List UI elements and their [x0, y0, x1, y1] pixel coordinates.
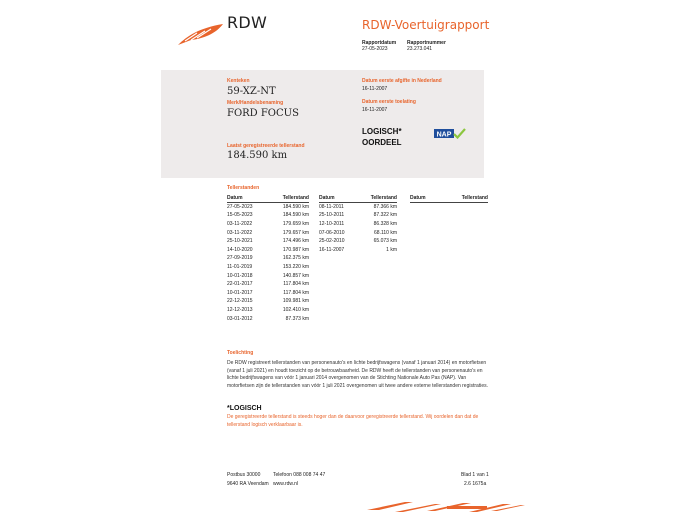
reading-date: 25-10-2021	[227, 238, 253, 245]
col-date-header: Datum	[227, 195, 267, 202]
table-row	[227, 263, 309, 272]
verdict-line1: LOGISCH*	[362, 127, 402, 136]
reading-date: 22-01-2017	[227, 281, 253, 288]
footer-city: 9640 RA Veendam	[227, 481, 269, 487]
reading-odometer: 87.322 km	[373, 212, 397, 219]
reading-odometer: 179.659 km	[282, 220, 309, 227]
report-number-value: 23.273.041	[407, 46, 433, 52]
plate-label: Kenteken	[227, 78, 250, 84]
reading-date: 22-12-2015	[227, 298, 253, 305]
first-nl-label: Datum eerste afgifte in Nederland	[362, 78, 442, 84]
table-row	[319, 245, 397, 254]
table-row	[227, 228, 309, 237]
reading-odometer: 140.857 km	[282, 272, 309, 279]
reading-date: 10-01-2017	[227, 289, 253, 296]
reading-odometer: 153.220 km	[282, 263, 309, 270]
readings-table-1	[227, 195, 309, 323]
decorative-stripes-icon	[365, 498, 525, 514]
table-row	[227, 306, 309, 315]
summary-panel	[161, 70, 484, 178]
reading-odometer: 184.590 km	[282, 203, 309, 210]
reading-date: 03-11-2022	[227, 220, 253, 227]
table-row	[227, 271, 309, 280]
table-row	[227, 280, 309, 289]
reading-odometer: 109.981 km	[282, 298, 309, 305]
table-row	[227, 245, 309, 254]
logical-body: De geregistreerde tellerstand is steeds hoger dan de daarvoor geregistreerde tellerstand. Wij oordelen dan dat de tellerstand logisch verklaarbaar is.	[227, 414, 479, 428]
reading-odometer: 170.987 km	[282, 246, 309, 253]
reading-odometer: 86.328 km	[373, 220, 397, 227]
make-label: Merk/Handelsbenaming	[227, 100, 284, 106]
reading-date: 27-05-2023	[227, 203, 253, 210]
explanation-body: De RDW registreert tellerstanden van personenauto's en lichte bedrijfswagens (vanaf 1 januari 2014) en motorfietsen (vanaf 1 juli 2021) en houdt toezicht op de betrouwbaarheid. De RDW heeft de tellerstanden van personenauto's en lichte bedrijfswagens van vóór 1 januari 2014 overgenomen van de Stichting Nationale Auto Pas (NAP). Van motorfietsen zijn de tellerstanden van vóór 1 juli 2021 overgenomen uit twee andere externe tellerstanden registraties.	[227, 360, 488, 389]
nap-logo	[434, 126, 466, 137]
table-row	[227, 220, 309, 229]
feather-icon	[177, 20, 225, 46]
reading-odometer: 68.110 km	[374, 229, 397, 236]
svg-text:NAP: NAP	[436, 131, 452, 139]
col-date-header: Datum	[410, 195, 439, 202]
verdict-line2: OORDEEL	[362, 138, 402, 147]
logical-title: *LOGISCH	[227, 405, 262, 412]
table-row	[227, 254, 309, 263]
report-date-value: 27-05-2023	[362, 46, 388, 52]
report-date-label: Rapportdatum	[362, 40, 397, 46]
table-row	[227, 288, 309, 297]
reading-date: 07-06-2010	[319, 229, 345, 236]
reading-odometer: 117.804 km	[283, 289, 309, 296]
footer-postbus: Postbus 30000	[227, 472, 261, 478]
table-row	[319, 228, 397, 237]
reading-odometer: 179.657 km	[282, 229, 309, 236]
readings-title: Tellerstanden	[227, 185, 260, 191]
table-row	[227, 211, 309, 220]
reading-date: 25-10-2011	[319, 212, 345, 219]
table-row	[227, 202, 309, 211]
col-odometer-header: Tellerstand	[439, 195, 488, 202]
rdw-logo	[177, 20, 225, 46]
first-nl-value: 16-11-2007	[362, 86, 388, 92]
table-row	[319, 211, 397, 220]
reading-date: 11-01-2019	[227, 263, 253, 270]
reading-date: 08-11-2011	[319, 203, 344, 210]
reading-odometer: 102.410 km	[282, 306, 309, 313]
reading-date: 12-12-2013	[227, 306, 253, 313]
reading-date: 03-11-2022	[227, 229, 253, 236]
report-title: RDW-Voertuigrapport	[362, 18, 490, 32]
table-row	[319, 220, 397, 229]
footer-phone: Telefoon 088 008 74 47	[273, 472, 326, 478]
readings-table-2	[319, 195, 397, 254]
reading-date: 16-11-2007	[319, 246, 345, 253]
odometer-label: Laatst geregistreerde tellerstand	[227, 143, 305, 149]
odometer-value: 184.590 km	[227, 150, 288, 161]
reading-odometer: 87.373 km	[285, 315, 309, 322]
table-row	[227, 297, 309, 306]
reading-odometer: 87.366 km	[373, 203, 397, 210]
plate-value: 59-XZ-NT	[227, 86, 276, 97]
reading-odometer: 174.496 km	[282, 238, 309, 245]
table-row	[319, 202, 397, 211]
brand-name: RDW	[227, 13, 268, 32]
col-date-header: Datum	[319, 195, 357, 202]
col-odometer-header: Tellerstand	[357, 195, 397, 202]
reading-date: 27-09-2019	[227, 255, 253, 262]
first-admission-value: 16-11-2007	[362, 107, 388, 113]
reading-date: 10-01-2018	[227, 272, 253, 279]
reading-date: 14-10-2020	[227, 246, 253, 253]
first-admission-label: Datum eerste toelating	[362, 99, 416, 105]
footer-version: 2.6 1675a	[464, 481, 487, 487]
report-number-label: Rapportnummer	[407, 40, 446, 46]
reading-date: 25-02-2010	[319, 238, 345, 245]
reading-date: 12-10-2011	[319, 220, 345, 227]
footer-stripes	[365, 498, 525, 514]
readings-table-3	[410, 195, 488, 203]
nap-check-icon	[434, 128, 466, 139]
reading-odometer: 184.590 km	[282, 212, 309, 219]
make-value: FORD FOCUS	[227, 108, 299, 119]
footer-web: www.rdw.nl	[273, 481, 299, 487]
explanation-title: Toelichting	[227, 350, 254, 356]
table-row	[227, 237, 309, 246]
reading-date: 15-05-2023	[227, 212, 253, 219]
col-odometer-header: Tellerstand	[267, 195, 309, 202]
reading-odometer: 117.804 km	[283, 281, 309, 288]
reading-odometer: 1 km	[386, 246, 397, 253]
table-row	[319, 237, 397, 246]
table-row	[227, 314, 309, 323]
footer-page: Blad 1 van 1	[461, 472, 489, 478]
reading-date: 03-01-2012	[227, 315, 253, 322]
reading-odometer: 162.375 km	[282, 255, 309, 262]
reading-odometer: 65.073 km	[373, 238, 397, 245]
